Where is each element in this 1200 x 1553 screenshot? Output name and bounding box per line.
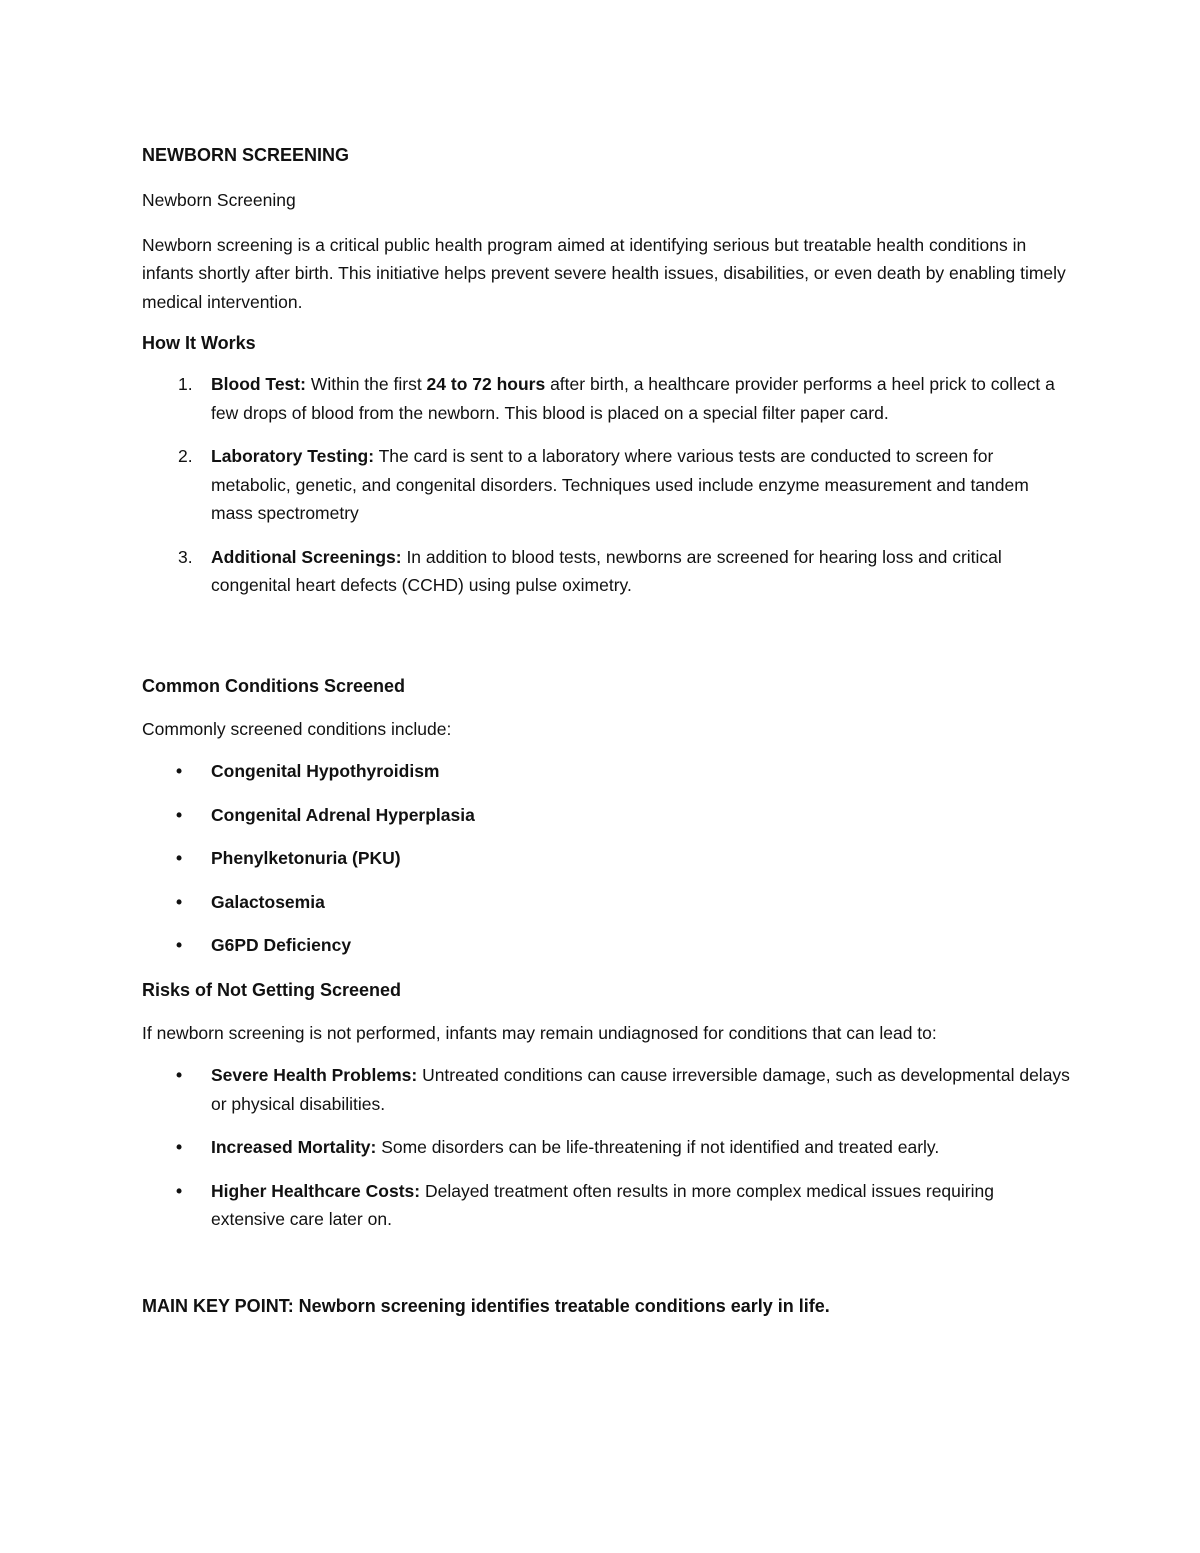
bullet-icon: • [176, 935, 183, 955]
condition-name: Congenital Adrenal Hyperplasia [211, 804, 475, 825]
risks-list [142, 1061, 1072, 1234]
risk-text: Some disorders can be life-threatening if not identified and treated early. [376, 1137, 940, 1157]
bullet-icon: • [176, 761, 183, 781]
condition-name: Phenylketonuria (PKU) [211, 848, 401, 868]
list-item [142, 931, 1072, 960]
condition-name: G6PD Deficiency [211, 935, 352, 955]
risk-text: Delayed treatment often results in more complex medical issues requiring extensive care later on. [211, 1180, 994, 1229]
list-item [142, 543, 1072, 600]
step-label: Additional Screenings: [211, 546, 402, 567]
step-text: In addition to blood tests, newborns are screened for hearing loss and critical congenital heart defects (CCHD) using pulse oximetry. [211, 546, 1002, 595]
bullet-icon: • [176, 804, 183, 825]
list-item [142, 370, 1072, 427]
list-item [142, 801, 1072, 830]
bullet-icon: • [176, 1180, 183, 1201]
risk-label: Increased Mortality: [211, 1137, 377, 1157]
risks-heading: Risks of Not Getting Screened [142, 979, 402, 1000]
document-page [142, 142, 1072, 1320]
list-item [142, 888, 1072, 917]
how-it-works-heading: How It Works [142, 333, 256, 353]
step-number: 2. [178, 446, 193, 466]
conditions-heading: Common Conditions Screened [142, 675, 406, 696]
list-item [142, 1061, 1072, 1118]
condition-name: Galactosemia [211, 891, 325, 912]
bullet-icon: • [176, 848, 183, 868]
conditions-intro: Commonly screened conditions include: [142, 718, 452, 739]
risk-label: Severe Health Problems: [211, 1065, 418, 1085]
step-label: Blood Test: [211, 374, 306, 394]
condition-name: Congenital Hypothyroidism [211, 761, 440, 781]
list-item [142, 1133, 1072, 1162]
intro-paragraph: Newborn screening is a critical public health program aimed at identifying serious but treatable health conditions in infants shortly after birth. This initiative helps prevent severe health issues, disabilities, or even death by enabling timely medical intervention. [142, 234, 1066, 312]
step-label: Laboratory Testing: [211, 446, 375, 466]
risk-label: Higher Healthcare Costs: [211, 1180, 421, 1201]
document-title: NEWBORN SCREENING [142, 145, 350, 165]
step-highlight: 24 to 72 hours [426, 374, 546, 394]
bullet-icon: • [176, 1065, 183, 1085]
risk-text: Untreated conditions can cause irreversible damage, such as developmental delays or physical disabilities. [211, 1065, 1070, 1114]
risks-intro: If newborn screening is not performed, infants may remain undiagnosed for conditions that can lead to: [142, 1022, 937, 1043]
bullet-icon: • [176, 1137, 183, 1157]
main-key-point: MAIN KEY POINT: Newborn screening identifies treatable conditions early in life. [142, 1295, 830, 1316]
conditions-list [142, 757, 1072, 960]
step-number: 1. [178, 374, 193, 394]
step-text: after birth, a healthcare provider performs a heel prick to collect a few drops of blood from the newborn. This blood is placed on a special filter paper card. [211, 374, 1055, 423]
spacer [142, 615, 1072, 659]
bullet-icon: • [176, 891, 183, 912]
list-item [142, 757, 1072, 786]
list-item [142, 442, 1072, 528]
steps-list [142, 370, 1072, 600]
list-item [142, 844, 1072, 873]
document-subtitle: Newborn Screening [142, 190, 296, 210]
step-text: Within the first [305, 374, 427, 394]
step-number: 3. [178, 546, 193, 567]
step-text: The card is sent to a laboratory where various tests are conducted to screen for metabolic, genetic, and congenital disorders. Techniques used include enzyme measurement and tandem mass spectrometry [211, 446, 1029, 523]
list-item [142, 1177, 1072, 1234]
